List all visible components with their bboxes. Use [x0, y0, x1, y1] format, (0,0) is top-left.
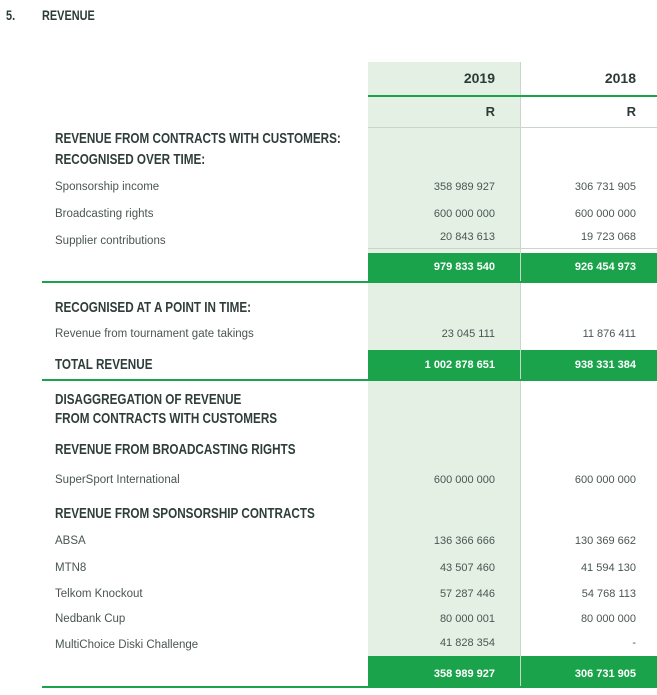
row-label: ABSA [55, 535, 86, 547]
row-label: Nedbank Cup [55, 613, 126, 625]
row-label: Revenue from tournament gate takings [55, 328, 254, 340]
heading-contracts: REVENUE FROM CONTRACTS WITH CUSTOMERS: [55, 130, 341, 147]
row-label: MultiChoice Diski Challenge [55, 639, 199, 651]
subtotal-value-2019: 979 833 540 [433, 261, 495, 273]
row-value-2018: 11 876 411 [582, 328, 636, 340]
unit-row-bottom-rule [368, 127, 657, 128]
row-value-2019: 80 000 001 [439, 613, 495, 625]
row-label: Sponsorship income [55, 181, 160, 193]
section-rule [42, 281, 657, 283]
column-header-2018: 2018 [604, 70, 636, 86]
row-value-2018: 600 000 000 [574, 474, 636, 486]
row-value-2019: 600 000 000 [433, 208, 495, 220]
row-value-2018: - [632, 637, 636, 649]
unit-label-2018: R [626, 104, 636, 119]
row-value-2019: 23 045 111 [441, 328, 495, 340]
heading-total-revenue: TOTAL REVENUE [55, 356, 153, 373]
heading-broadcasting: REVENUE FROM BROADCASTING RIGHTS [55, 441, 296, 458]
row-value-2018: 80 000 000 [580, 613, 636, 625]
heading-sponsorship: REVENUE FROM SPONSORSHIP CONTRACTS [55, 505, 315, 522]
total-value-2019: 1 002 878 651 [424, 359, 495, 371]
total-value-2018: 938 331 384 [574, 359, 636, 371]
heading-disaggregation-line2: FROM CONTRACTS WITH CUSTOMERS [55, 410, 278, 427]
row-value-2018: 600 000 000 [574, 208, 636, 220]
section-number: 5. [6, 7, 16, 23]
unit-label-2019: R [485, 104, 495, 119]
row-value-2018: 19 723 068 [580, 231, 636, 243]
row-value-2018: 306 731 905 [574, 181, 636, 193]
column-header-2019: 2019 [463, 70, 495, 86]
row-value-2019: 20 843 613 [439, 231, 495, 243]
total-rule [42, 379, 657, 381]
sponsorship-total-value-2018: 306 731 905 [574, 668, 636, 680]
sponsorship-total-value-2019: 358 989 927 [433, 668, 495, 680]
heading-over-time: RECOGNISED OVER TIME: [55, 151, 206, 168]
row-label: MTN8 [55, 562, 87, 574]
row-value-2018: 54 768 113 [581, 588, 636, 600]
row-label: Broadcasting rights [55, 208, 154, 220]
row-value-2019: 41 828 354 [439, 637, 495, 649]
row-value-2019: 136 366 666 [433, 535, 495, 547]
heading-disaggregation-line1: DISAGGREGATION OF REVENUE [55, 391, 242, 408]
row-value-2019: 57 287 446 [439, 588, 495, 600]
row-value-2019: 43 507 460 [439, 562, 495, 574]
unit-row-rule [368, 95, 657, 97]
bottom-rule [42, 686, 657, 688]
row-value-2019: 600 000 000 [433, 474, 495, 486]
subtotal-value-2018: 926 454 973 [574, 261, 636, 273]
row-value-2018: 41 594 130 [580, 562, 636, 574]
row-label: Telkom Knockout [55, 588, 143, 600]
row-label: Supplier contributions [55, 235, 166, 247]
row-value-2019: 358 989 927 [433, 181, 495, 193]
row-value-2018: 130 369 662 [574, 535, 636, 547]
subtotal-rule [368, 248, 657, 249]
heading-point-in-time: RECOGNISED AT A POINT IN TIME: [55, 299, 252, 316]
row-label: SuperSport International [55, 474, 180, 486]
section-title: REVENUE [42, 7, 95, 23]
